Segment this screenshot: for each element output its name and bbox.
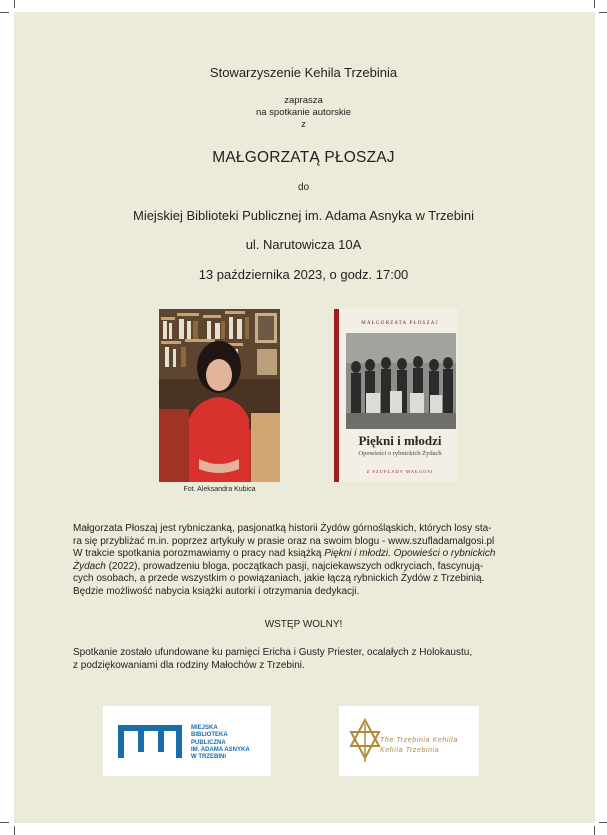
library-logo-line: PUBLICZNA bbox=[191, 739, 226, 746]
crop-mark bbox=[599, 12, 607, 13]
organization-name: Stowarzyszenie Kehila Trzebinia bbox=[209, 65, 398, 80]
photo-caption: Fot. Aleksandra Kubica bbox=[183, 486, 256, 493]
book-author: MAŁGORZATA PŁOSZAJ bbox=[361, 321, 439, 326]
invitation-line: na spotkanie autorskie bbox=[255, 107, 352, 118]
description-line: Będzie możliwość nabycia książki autorki i otrzymania dedykacji. bbox=[73, 585, 360, 597]
library-logo bbox=[103, 706, 271, 776]
author-name: MAŁGORZATĄ PŁOSZAJ bbox=[212, 149, 395, 166]
star-of-david-icon bbox=[347, 716, 383, 766]
crop-mark bbox=[599, 822, 607, 823]
dedication-line: z podziękowaniami dla rodziny Małochów z Trzebini. bbox=[73, 659, 305, 671]
library-logo-mark bbox=[117, 722, 183, 760]
book-cover-photo bbox=[346, 333, 456, 429]
dedication-paragraph bbox=[73, 647, 543, 672]
author-photo-image bbox=[159, 309, 280, 482]
book-title-italic: Żydach bbox=[73, 560, 106, 572]
library-name: Miejskiej Biblioteki Publicznej im. Adama Asnyka w Trzebini bbox=[132, 208, 475, 223]
kehila-logo-line: Kehila Trzebinia bbox=[380, 747, 440, 754]
crop-mark bbox=[14, 826, 15, 835]
library-logo-text bbox=[191, 725, 250, 761]
book-title: Piękni i młodzi bbox=[358, 433, 442, 448]
description-line: Małgorzata Płoszaj jest rybniczanką, pasjonatką historii Żydów górnośląskich, których losy sta- bbox=[73, 523, 492, 534]
dedication-line: Spotkanie zostało ufundowane ku pamięci Ericha i Gusty Priester, ocalałych z Holokaustu, bbox=[73, 647, 473, 658]
invitation-text bbox=[0, 95, 607, 131]
crop-mark bbox=[0, 12, 9, 13]
free-entry: WSTĘP WOLNY! bbox=[264, 619, 343, 630]
description-line: ra się przybliżać m.in. poprzez artykuły w prasie oraz na swoim blogu - www.szufladamalgosi.pl bbox=[73, 535, 495, 547]
description-paragraph bbox=[73, 523, 543, 599]
book-spine bbox=[334, 309, 339, 482]
kehila-logo bbox=[339, 706, 479, 776]
invitation-line: zaprasza bbox=[284, 95, 323, 106]
event-date: 13 października 2023, o godz. 17:00 bbox=[198, 267, 409, 282]
library-logo-line: IM. ADAMA ASNYKA bbox=[191, 746, 250, 753]
crop-mark bbox=[14, 0, 15, 8]
to-word: do bbox=[297, 182, 310, 193]
kehila-logo-text bbox=[380, 736, 458, 756]
book-publisher: Z SZUFLADY MAŁGOSI bbox=[366, 469, 434, 474]
group-photo-image bbox=[346, 333, 456, 429]
crop-mark bbox=[0, 822, 9, 823]
description-line bbox=[73, 548, 543, 561]
description-text: (2022), prowadzeniu bloga, początkach pasji, najciekawszych odkryciach, fascynują- bbox=[105, 560, 484, 572]
book-subtitle: Opowieści o rybnickich Żydach bbox=[358, 450, 442, 457]
crop-mark bbox=[594, 826, 595, 835]
author-photo bbox=[159, 309, 280, 482]
description-text: W trakcie spotkania porozmawiamy o pracy nad książką bbox=[73, 548, 325, 560]
kehila-logo-line: The Trzebinia Kehilla bbox=[380, 737, 458, 744]
crop-mark bbox=[594, 0, 595, 8]
description-line: cych osobach, a przede wszystkim o powiązaniach, jakie łączą rybnickich Żydów z Trzebinią. bbox=[73, 573, 485, 585]
book-cover bbox=[334, 309, 458, 482]
invitation-line: z bbox=[301, 119, 306, 130]
book-title-italic: Piękni i młodzi. Opowieści o rybnickich bbox=[324, 548, 496, 560]
description-line bbox=[73, 561, 543, 574]
library-logo-line: MIEJSKA bbox=[191, 725, 218, 731]
poster-page bbox=[14, 12, 595, 823]
library-logo-line: W TRZEBINI bbox=[191, 754, 226, 761]
library-logo-line: BIBLIOTEKA bbox=[191, 732, 228, 739]
address: ul. Narutowicza 10A bbox=[245, 237, 362, 252]
